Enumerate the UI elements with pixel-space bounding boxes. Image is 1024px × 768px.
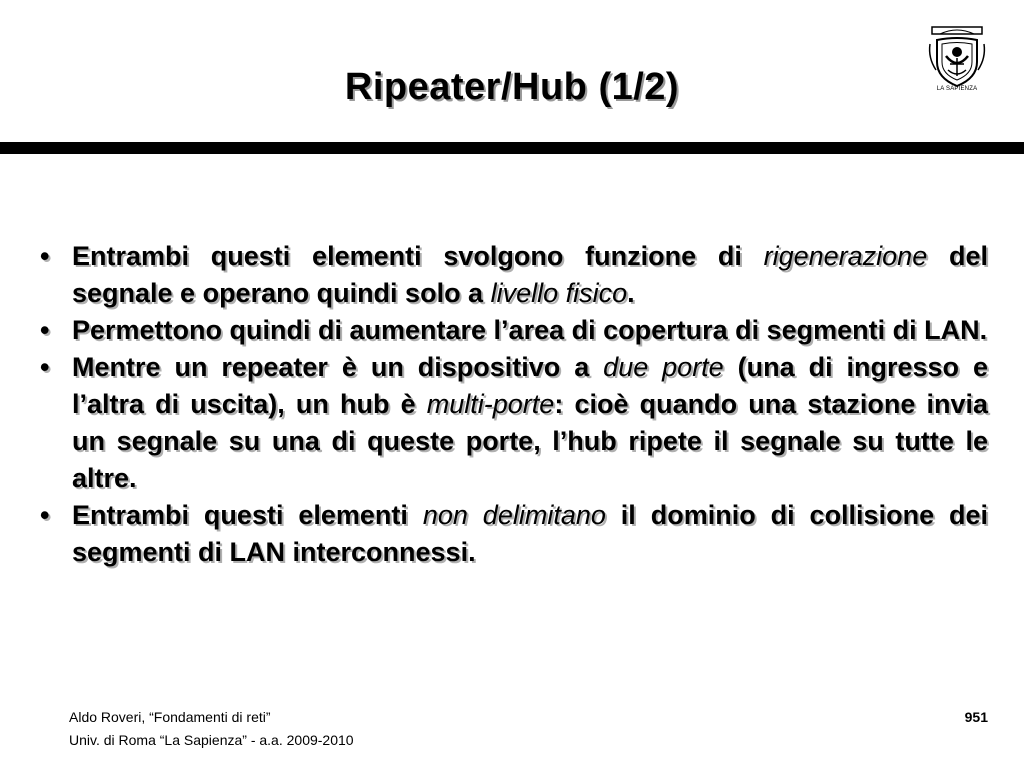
title-divider (0, 142, 1024, 154)
bullet-text: . (627, 278, 635, 308)
bullet-text: Entrambi questi elementi (72, 500, 423, 530)
bullet-item (40, 312, 988, 349)
bullet-text: Mentre un repeater è un dispositivo a (72, 352, 604, 382)
bullet-text: il dominio di collisione dei segmenti di LAN interconnessi. (72, 500, 989, 567)
page-number: 951 (964, 709, 988, 725)
bullet-text: del segnale e operano quindi solo a (72, 241, 988, 308)
bullet-emphasis: multi-porte (426, 389, 555, 419)
bullet-emphasis: due porte (603, 352, 724, 382)
slide-title: Ripeater/Hub (1/2) (344, 66, 680, 108)
bullet-icon: • (40, 352, 50, 382)
footer-institution: Univ. di Roma “La Sapienza” - a.a. 2009-2010 (69, 732, 354, 748)
bullet-icon: • (40, 241, 50, 271)
bullet-list (40, 238, 988, 571)
logo-caption: LA SAPIENZA (936, 86, 978, 92)
bullet-icon: • (40, 315, 50, 345)
bullet-item (40, 238, 988, 312)
bullet-text: Permettono quindi di aumentare l’area di copertura di segmenti di LAN. (72, 315, 988, 345)
footer-author: Aldo Roveri, “Fondamenti di reti” (69, 709, 271, 725)
bullet-text: : cioè quando una stazione invia un segnale su una di queste porte, l’hub ripete il segnale su tutte le altre. (72, 389, 988, 493)
bullet-text: (una di ingresso e l’altra di uscita), un hub è (72, 352, 988, 419)
bullet-item (40, 497, 988, 571)
bullet-emphasis: non delimitano (422, 500, 606, 530)
bullet-emphasis: livello fisico (490, 278, 628, 308)
bullet-text: Entrambi questi elementi svolgono funzione di (72, 241, 764, 271)
bullet-icon: • (40, 500, 50, 530)
bullet-emphasis: rigenerazione (763, 241, 928, 271)
bullet-item (40, 349, 988, 497)
